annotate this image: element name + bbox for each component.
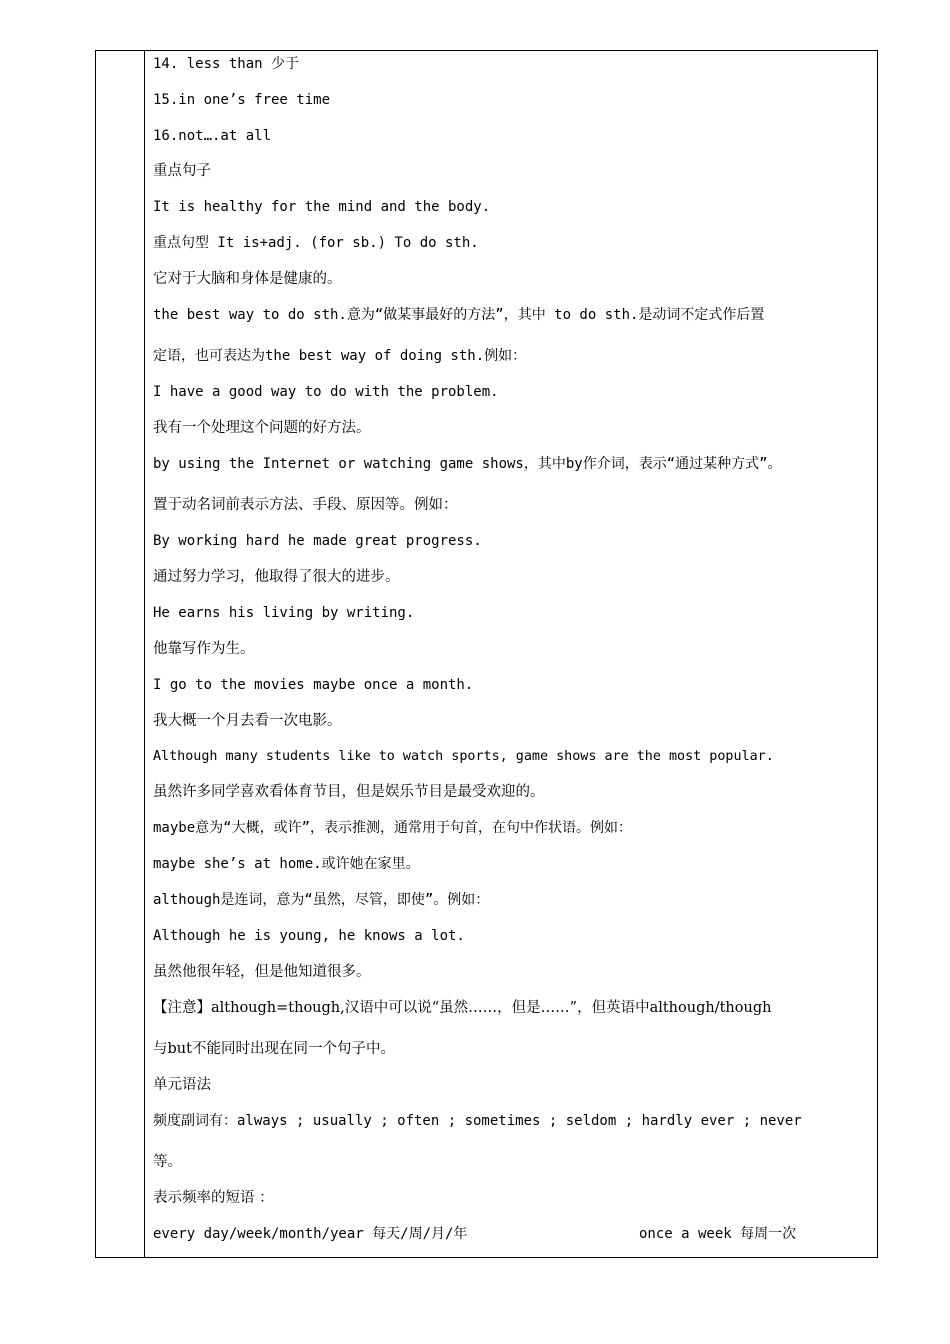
section-heading: 单元语法 [153, 1077, 211, 1093]
text-line: 16.not….at all [153, 128, 272, 144]
text-line: He earns his living by writing. [153, 605, 415, 621]
text-line: 等。 [153, 1154, 182, 1170]
text-line: 频度副词有：always ; usually ; often ; sometimes ; seldom ; hardly ever ; never [153, 1113, 802, 1129]
note-line: 【注意】although=though,汉语中可以说“虽然……，但是……”，但英语中although/though [153, 1000, 772, 1016]
text-line-right: once a week 每周一次 [639, 1226, 797, 1242]
left-column [96, 51, 145, 1257]
text-line: By working hard he made great progress. [153, 533, 482, 549]
text-line: I go to the movies maybe once a month. [153, 677, 474, 693]
text-line: every day/week/month/year 每天/周/月/年 [153, 1226, 468, 1242]
text-line: 15.in one’s free time [153, 92, 331, 108]
text-line: I have a good way to do with the problem. [153, 384, 499, 400]
text-line: 我有一个处理这个问题的好方法。 [153, 420, 371, 436]
table-frame [95, 50, 878, 1258]
text-line: 虽然他很年轻，但是他知道很多。 [153, 964, 371, 980]
text-line: by using the Internet or watching game shows，其中by作介词，表示“通过某种方式”。 [153, 456, 782, 472]
text-line: 表示频率的短语 ： [153, 1190, 274, 1206]
text-line: Although he is young, he knows a lot. [153, 928, 465, 944]
text-line: 我大概一个月去看一次电影。 [153, 713, 342, 729]
text-line: 虽然许多同学喜欢看体育节目，但是娱乐节目是最受欢迎的。 [153, 784, 545, 800]
text-line: It is healthy for the mind and the body. [153, 199, 491, 215]
text-line: 他靠写作为生。 [153, 641, 255, 657]
text-line: 定语，也可表达为the best way of doing sth.例如： [153, 348, 527, 364]
text-line: 置于动名词前表示方法、手段、原因等。例如： [153, 497, 458, 513]
text-line: maybe she’s at home.或许她在家里。 [153, 856, 420, 872]
text-line: although是连词，意为“虽然，尽管，即使”。例如： [153, 892, 490, 908]
text-line: maybe意为“大概，或许”，表示推测，通常用于句首，在句中作状语。例如： [153, 820, 632, 836]
text-line: 与but不能同时出现在同一个句子中。 [153, 1041, 395, 1057]
text-line: Although many students like to watch sports, game shows are the most popular. [153, 749, 774, 764]
text-line: 它对于大脑和身体是健康的。 [153, 271, 342, 287]
section-heading: 重点句子 [153, 163, 211, 179]
text-line: 通过努力学习，他取得了很大的进步。 [153, 569, 400, 585]
text-line: 14. less than 少于 [153, 56, 300, 72]
text-line: the best way to do sth.意为“做某事最好的方法”，其中 to do sth.是动词不定式作后置 [153, 307, 765, 323]
text-line: 重点句型 It is+adj. (for sb.) To do sth. [153, 235, 479, 251]
